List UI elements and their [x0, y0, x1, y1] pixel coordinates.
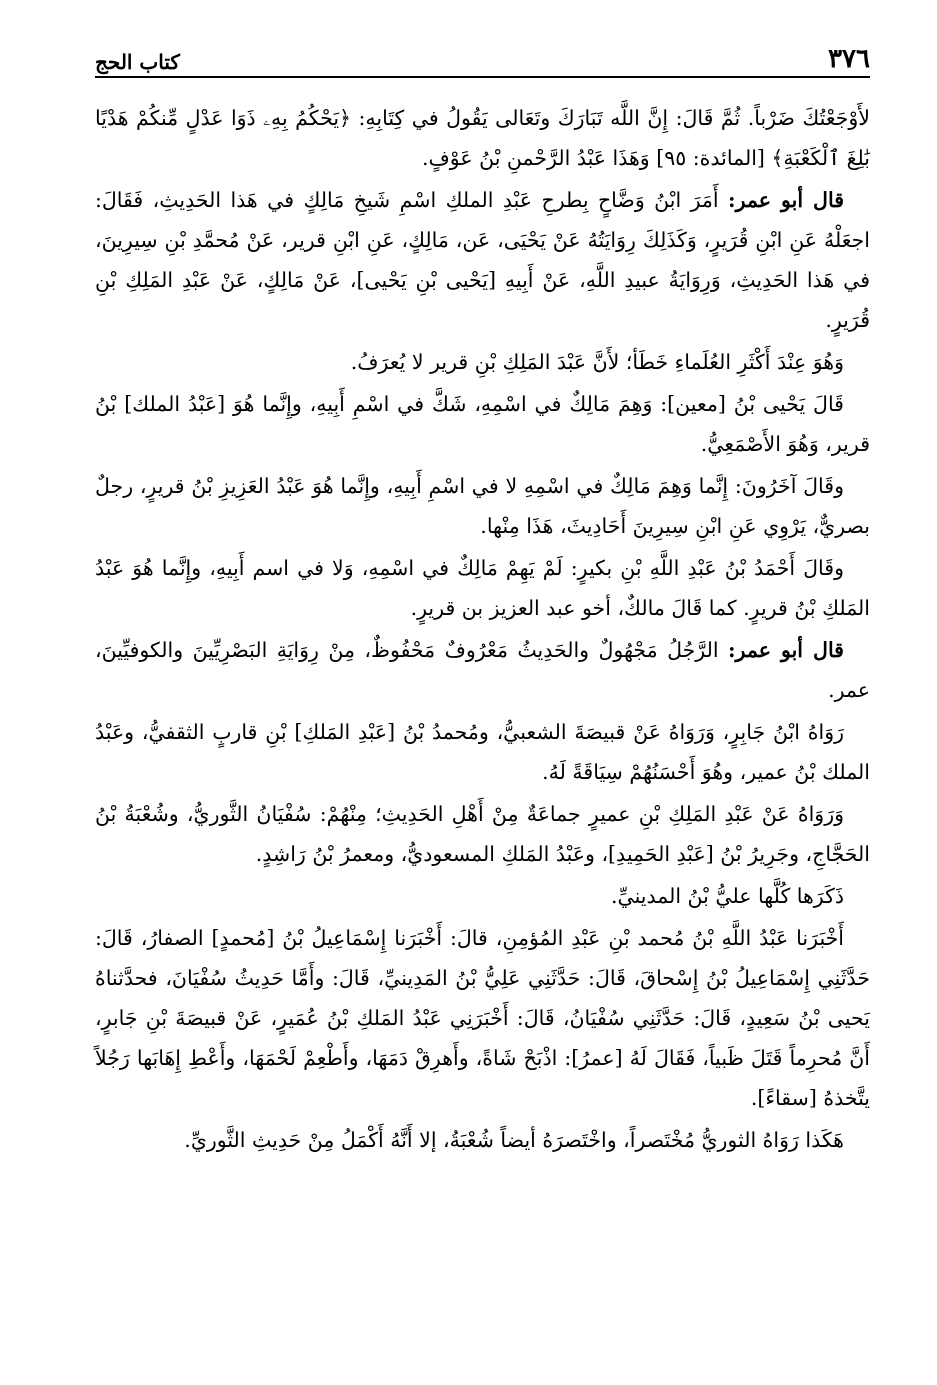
paragraph-text: وقَالَ أَحْمَدُ بْنُ عَبْدِ اللَّهِ بْنِ بكيرٍ: لَمْ يَهِمْ مَالِكٌ في اسْمِهِ، وَلا في اسم أَبِيهِ، وإِنَّما هُوَ عَبْدُ المَلكِ بْنُ قريرٍ. كما قَالَ مالكٌ، أخو عبد العزيز بن قريرٍ. — [95, 556, 870, 620]
paragraph-text: رَوَاهُ ابْنُ جَابِرٍ، وَرَوَاهُ عَنْ قبيصَةَ الشعبيُّ، ومُحمدُ بْنُ [عَبْدِ المَلكِ] بْنِ قاربٍ الثقفيُّ، وعَبْدُ الملك بْنُ عمير، وهُوَ أَحْسَنُهُمْ سِيَاقَةً لَهُ. — [95, 720, 870, 784]
page-header — [95, 32, 870, 78]
paragraph — [95, 98, 870, 178]
paragraph-text: أَمَرَ ابْنُ وَضَّاحٍ بِطرحِ عَبْدِ الملكِ اسْمِ شَيخِ مَالِكٍ في هَذا الحَدِيثِ، فَقَالَ: اجعَلْهُ عَنِ ابْنِ قُرَيرٍ، وَكَذَلِكَ رِوَايَتُهُ عَنْ يَحْيَى، عَن، مَالِكٍ، عَنِ ابْنِ قرير، عَنْ مُحمَّدِ بْنِ سِيرِينَ، في هَذا الحَدِيثِ، وَرِوَايَةُ عبيدِ اللَّهِ، عَنْ أَبِيهِ [يَحْيى بْنِ يَحْيى]، عَنْ مَالِكٍ، عَنْ عَبْدِ المَلِكِ بْنِ قُرَيرٍ. — [95, 188, 870, 332]
speaker-label: قال أبو عمر: — [728, 188, 844, 212]
paragraph — [95, 548, 870, 628]
paragraph — [95, 180, 870, 340]
paragraph — [95, 794, 870, 874]
page-body — [95, 98, 870, 1160]
paragraph — [95, 466, 870, 546]
paragraph-text: وَرَوَاهُ عَنْ عَبْدِ المَلِكِ بْنِ عميرٍ جماعَةٌ مِنْ أَهْلِ الحَدِيثِ؛ مِنْهُمْ: سُفْيَانُ الثَّوريُّ، وشُعْبَةُ بْنُ الحَجَّاجِ، وجَرِيرُ بْنُ [عَبْدِ الحَمِيدِ]، وعَبْدُ المَلكِ المسعوديُّ، ومعمرُ بْنُ رَاشِدٍ. — [95, 802, 870, 866]
paragraph-text: ذَكَرَها كُلَّها عليُّ بْنُ المدينيِّ. — [610, 884, 844, 908]
paragraph-text: قَالَ يَحْيى بْنُ [معين]: وَهِمَ مَالِكٌ في اسْمِهِ، شَكَّ في اسْمِ أَبِيهِ، وإِنَّما هُوَ [عَبْدُ الملك] بْنُ قرير، وَهُوَ الأَصْمَعِيُّ. — [95, 392, 870, 456]
page-number: ٣٧٦ — [828, 44, 870, 74]
paragraph — [95, 1120, 870, 1160]
paragraph-text: هَكَذا رَوَاهُ الثوريُّ مُخْتَصراً، واخْتَصرَهُ أيضاً شُعْبَةُ، إلا أَنَّهُ أَكْمَلُ مِنْ حَدِيثِ الثَّوريِّ. — [184, 1128, 844, 1152]
paragraph — [95, 876, 870, 916]
paragraph-text: أَخْبَرَنا عَبْدُ اللَّهِ بْنُ مُحمد بْنِ عَبْدِ المُؤمِنِ، قالَ: أَخْبَرَنا إِسْمَاعِيلُ بْنُ [مُحمدٍ] الصفارُ، قَالَ: حَدَّثَنِي إِسْمَاعِيلُ بْنُ إِسْحاقَ، قَالَ: حَدَّثَنِي عَلِيُّ بْنُ المَدِينيِّ، قَالَ: وأَمَّا حَدِيثُ سُفْيَانَ، فحدَّثناهُ يَحيى بْنُ سَعِيدٍ، قَالَ: حَدَّثَنِي سُفْيَانُ، قَالَ: أَخْبَرَنِي عَبْدُ المَلكِ بْنُ عُمَيرٍ، عَنْ قبيصَةَ بْنِ جَابرٍ، أَنَّ مُحرِماً قَتَلَ ظَبياً، فَقَالَ لَهُ [عمرُ]: اذْبَحْ شَاةً، وأَهرِقْ دَمَهَا، وأَطْعِمْ لَحْمَهَا، وأَعْطِ إِهَابَها رَجُلاً يتَّخذهُ [سقاءً]. — [95, 926, 870, 1110]
speaker-label: قال أبو عمر: — [727, 638, 844, 662]
book-page — [95, 32, 870, 1372]
running-title: كتاب الحج — [95, 50, 180, 74]
paragraph — [95, 918, 870, 1118]
paragraph — [95, 630, 870, 710]
paragraph-text: وَهُوَ عِنْدَ أَكْثَرِ العُلَماءِ خَطَأ؛ لأَنَّ عَبْدَ المَلِكِ بْنِ قرير لا يُعرَفُ. — [350, 350, 844, 374]
paragraph — [95, 342, 870, 382]
paragraph-text: لأَوْجَعْتُكَ ضَرْباً. ثُمَّ قَالَ: إِنَّ اللَّه تَبَارَكَ وتَعَالى يَقُولُ في كِتَابِهِ: ﴿يَحْكُمُ بِهِۦ ذَوَا عَدْلٍ مِّنكُمْ هَدْيًا بَٰلِغَ ٱلْكَعْبَةِ﴾ [المائدة: ٩٥] وَهَذَا عَبْدُ الرَّحْمنِ بْنُ عَوْفٍ. — [95, 106, 870, 170]
paragraph-text: الرَّجُلُ مَجْهُولٌ والحَدِيثُ مَعْرُوفٌ مَحْفُوظٌ، مِنْ رِوَايَةِ البَصْرِيِّينَ والكوفيِّينَ، عمر. — [95, 638, 870, 702]
paragraph-text: وقَالَ آخَرُونَ: إِنَّما وَهِمَ مَالِكٌ في اسْمِهِ لا في اسْمِ أَبِيهِ، وإِنَّما هُوَ عَبْدُ العَزِيزِ بْنُ قريرٍ، رجلٌ بصريٌّ، يَرْوِي عَنِ ابْنِ سِيرِينَ أَحَادِيثَ، هَذَا مِنْها. — [95, 474, 870, 538]
paragraph — [95, 384, 870, 464]
paragraph — [95, 712, 870, 792]
